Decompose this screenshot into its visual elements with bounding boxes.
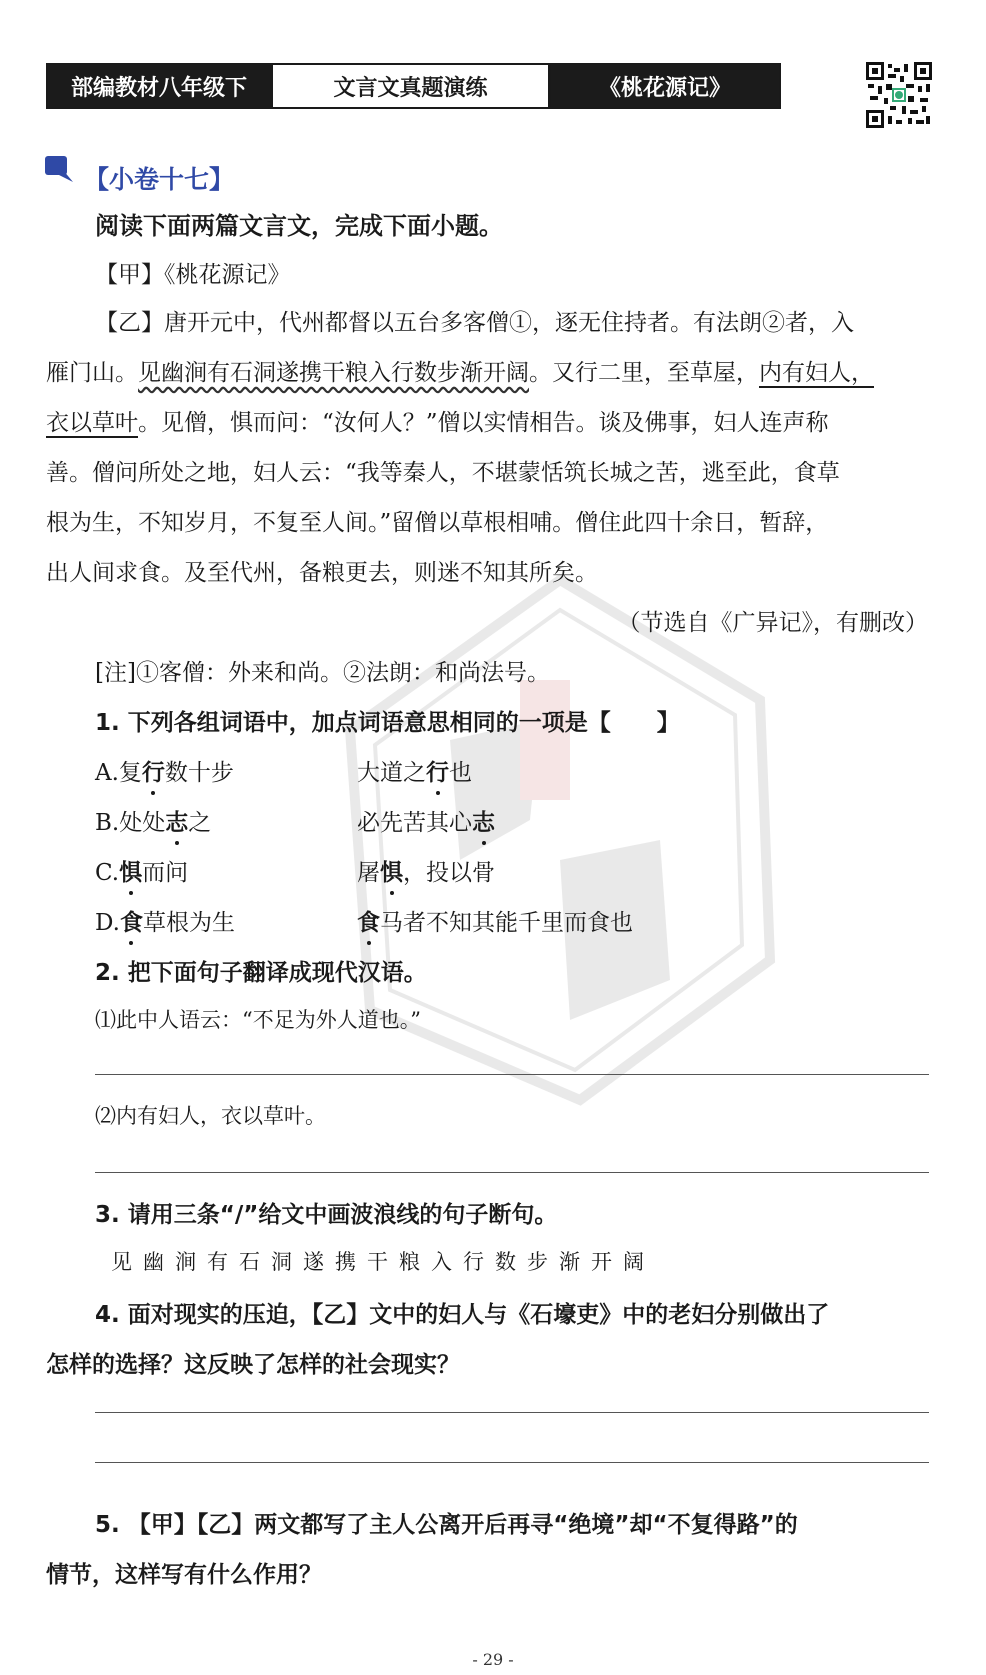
wavy-underlined-sentence: 见幽涧有石洞遂携干粮入行数步渐开阔 [138, 360, 529, 386]
passage-yi-line6: 出人间求食。及至代州，备粮更去，则迷不知其所矣。 [46, 560, 598, 586]
option-text: 屠 [357, 860, 380, 886]
header-topic-label: 文言文真题演练 [271, 63, 550, 109]
dotted-word: 食 [357, 909, 380, 936]
option-text: 草根为生 [142, 910, 235, 936]
section-title: 【小卷十七】 [84, 165, 235, 194]
option-text: 必先苦其心 [357, 810, 472, 836]
passage-text: 雁门山。 [46, 360, 138, 386]
header-grade-label: 部编教材八年级下 [46, 63, 272, 109]
option-text: 而问 [142, 860, 189, 886]
q2-sub-2: ⑵内有妇人，衣以草叶。 [95, 1104, 326, 1128]
question-4-line1: 4. 面对现实的压迫，【乙】文中的妇人与《石壕吏》中的老妇分别做出了 [95, 1302, 830, 1328]
option-letter: D. [95, 910, 120, 936]
watermark-seal-graphic [330, 560, 790, 1120]
dotted-word: 行 [426, 759, 449, 786]
question-5-line2: 情节，这样写有什么作用？ [46, 1562, 322, 1588]
passage-text: 【乙】唐开元中，代州都督以五台多客僧①，逐无住持者。有法朗②者，入 [95, 310, 854, 336]
option-text: 处处 [119, 810, 166, 836]
option-text: 之 [188, 810, 212, 836]
page-number: - 29 - [472, 1650, 514, 1669]
bookmark-icon [45, 156, 73, 182]
passage-jia-title: 【甲】《桃花源记》 [95, 262, 291, 288]
underlined-sentence: 内有妇人， [759, 360, 874, 386]
q2-sub-1: ⑴此中人语云：“不足为外人道也。” [95, 1008, 421, 1032]
answer-line[interactable] [95, 1412, 929, 1413]
answer-line[interactable] [95, 1462, 929, 1463]
q1-option-b-right [357, 804, 495, 837]
dotted-word: 志 [472, 809, 495, 836]
passage-source: （节选自《广异记》，有删改） [617, 610, 928, 636]
question-4-line2: 怎样的选择？这反映了怎样的社会现实？ [46, 1352, 460, 1378]
answer-line[interactable] [95, 1172, 929, 1173]
header-lesson-label: 《桃花源记》 [549, 63, 781, 109]
passage-text: 。见僧，惧而问：“汝何人？”僧以实情相告。谈及佛事，妇人连声称 [138, 410, 829, 436]
q1-option-a-right [357, 754, 472, 787]
option-letter: A. [95, 760, 119, 786]
q3-sentence: 见幽涧有石洞遂携干粮入行数步渐开阔 [111, 1250, 655, 1274]
annotation-note [95, 654, 550, 687]
option-text: ，投以骨 [403, 860, 495, 886]
option-letter: B. [95, 810, 120, 836]
q1-option-d-left [95, 904, 235, 937]
passage-yi-line4: 善。僧问所处之地，妇人云：“我等秦人，不堪蒙恬筑长城之苦，逃至此，食草 [46, 460, 840, 486]
note-text: ①客僧：外来和尚。②法朗：和尚法号。 [135, 660, 550, 686]
option-text: 也 [449, 760, 472, 786]
question-3-stem: 3. 请用三条“/”给文中画波浪线的句子断句。 [95, 1202, 558, 1228]
passage-text: 。又行二里，至草屋， [529, 360, 759, 386]
q1-option-c-left [95, 854, 188, 887]
qr-code-icon [866, 62, 932, 128]
question-2-stem: 2. 把下面句子翻译成现代汉语。 [95, 960, 427, 986]
option-text: 复 [118, 760, 142, 786]
q1-option-a-left [95, 754, 234, 787]
underlined-sentence: 衣以草叶 [46, 410, 138, 436]
option-text: 数十步 [164, 760, 234, 786]
note-label: [注] [95, 660, 136, 686]
q1-option-d-right [357, 904, 633, 937]
passage-yi-line1 [95, 304, 929, 337]
question-1-stem: 1. 下列各组词语中，加点词语意思相同的一项是【 】 [95, 710, 680, 736]
passage-yi-line2 [46, 354, 929, 387]
q1-option-b-left [95, 804, 211, 837]
answer-line[interactable] [95, 1074, 929, 1075]
option-letter: C. [95, 860, 120, 886]
dotted-word: 志 [165, 809, 189, 836]
instruction: 阅读下面两篇文言文，完成下面小题。 [95, 212, 503, 240]
passage-yi-line5: 根为生，不知岁月，不复至人间。”留僧以草根相哺。僧住此四十余日，暂辞， [46, 510, 829, 536]
passage-yi-line3 [46, 404, 829, 437]
option-text: 马者不知其能千里而食也 [380, 910, 633, 936]
dotted-word: 惧 [380, 859, 403, 886]
option-text: 大道之 [357, 760, 426, 786]
dotted-word: 食 [119, 909, 143, 936]
q1-option-c-right [357, 854, 495, 887]
question-5-line1: 5. 【甲】【乙】两文都写了主人公离开后再寻“绝境”却“不复得路”的 [95, 1512, 798, 1538]
dotted-word: 惧 [119, 859, 143, 886]
dotted-word: 行 [141, 759, 165, 786]
